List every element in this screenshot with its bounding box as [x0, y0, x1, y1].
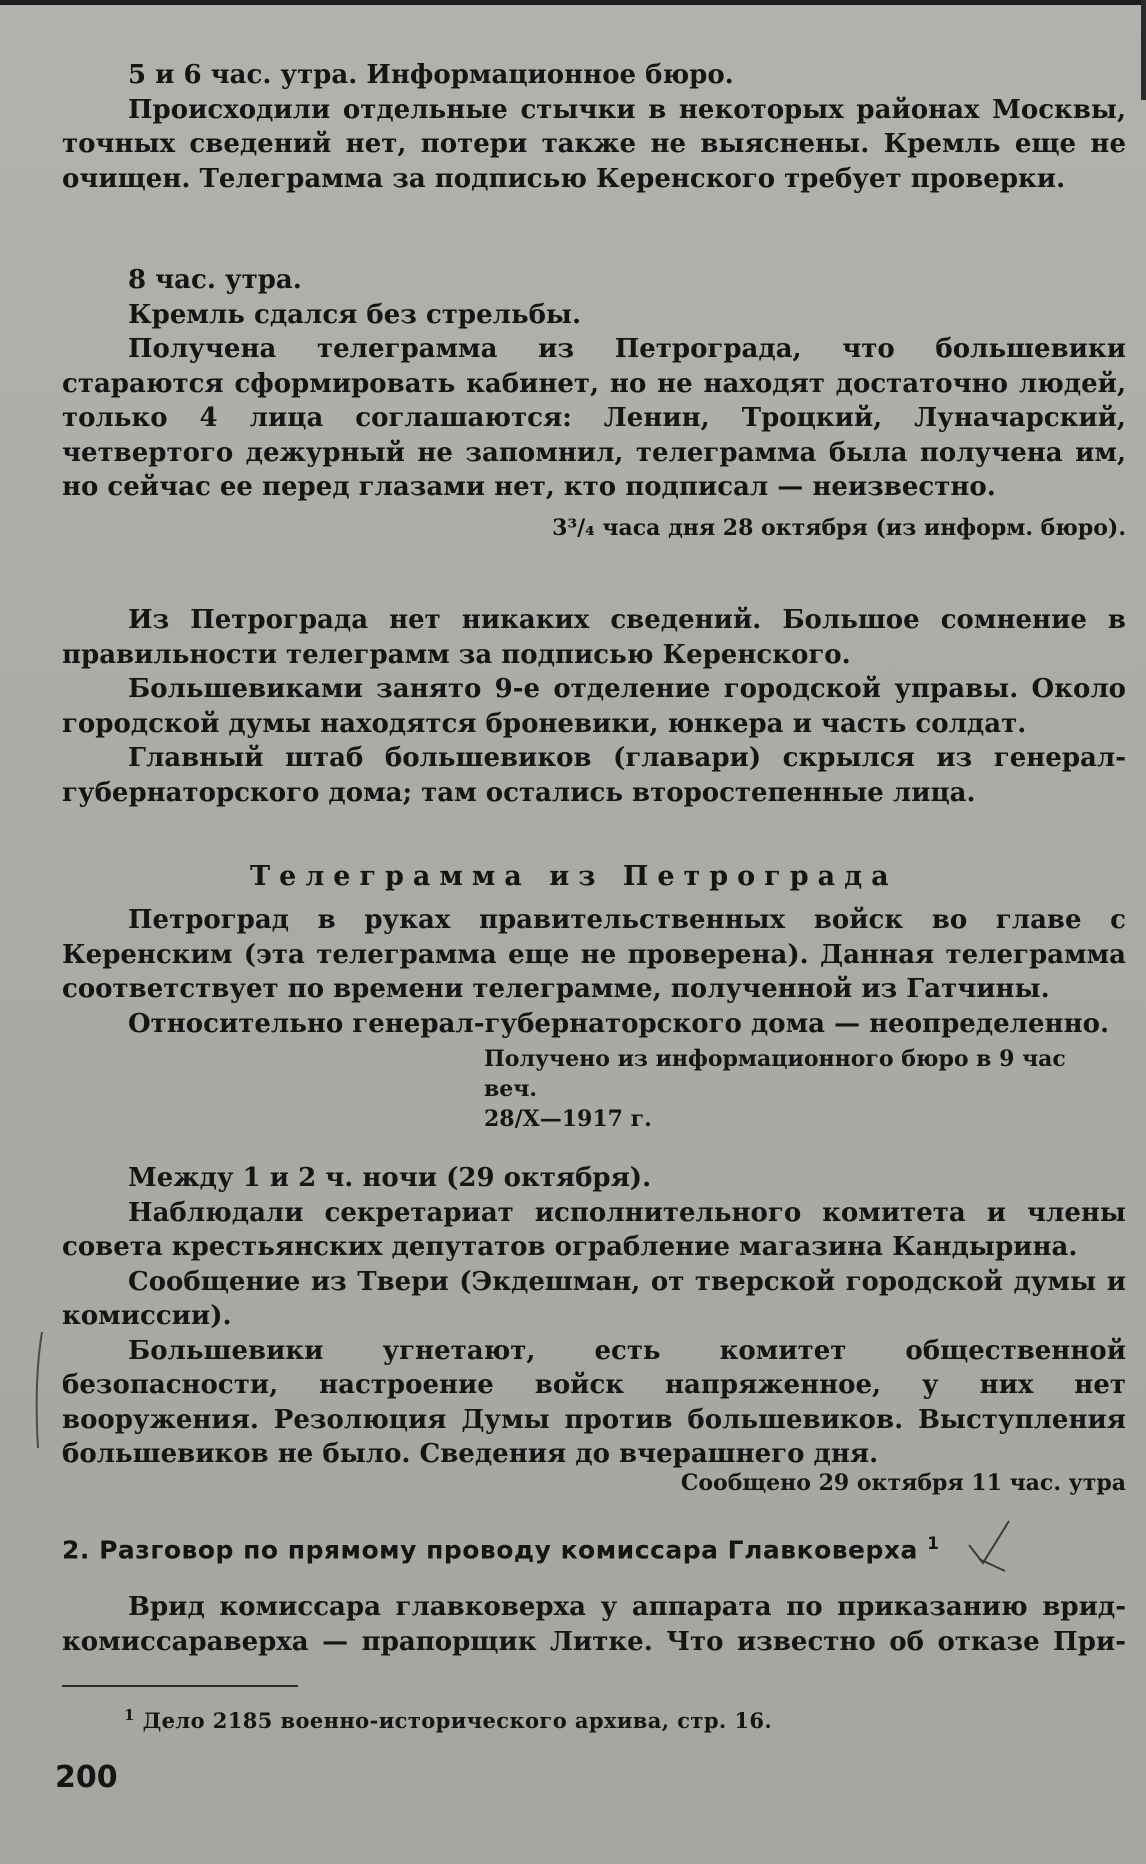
block-direct-wire	[62, 1590, 1126, 1659]
handwritten-margin-stroke	[28, 1330, 48, 1450]
paragraph: Получена телеграмма из Петрограда, что большевики стараются сформировать кабинет, но не находят достаточно людей, только 4 лица соглашаются: Ленин, Троцкий, Луначарский, четвертого дежурный не запомнил, телеграмма была получена им, но сейчас ее перед глазами нет, кто подписал — неизвестно.	[62, 334, 1126, 502]
section-title	[62, 1534, 939, 1564]
block-info-bureau-morning	[62, 58, 1126, 196]
paragraph: Большевики угнетают, есть комитет общественной безопасности, настроение войск напряженное, у них нет вооружения. Резолюция Думы против большевиков. Выступления большевиков не было. Сведения до вчерашнего дня.	[62, 1335, 1126, 1469]
source-note: 3³/₄ часа дня 28 октября (из информ. бюро).	[552, 515, 1126, 541]
right-edge	[1141, 0, 1146, 100]
section-heading: Телеграмма из Петрограда	[250, 861, 898, 892]
page-number: 200	[55, 1760, 118, 1795]
paragraph: 5 и 6 час. утра. Информационное бюро.	[128, 60, 734, 90]
paragraph: Сообщение из Твери (Экдешман, от тверской городской думы и комиссии).	[62, 1266, 1126, 1331]
source-line: Получено из информационного бюро в 9 час веч.	[484, 1046, 1066, 1102]
footnote-rule	[62, 1685, 298, 1687]
block-8-am	[62, 263, 1126, 505]
block-petrograd-telegram	[62, 903, 1126, 1041]
footnote-text: Дело 2185 военно-исторического архива, стр. 16.	[142, 1708, 773, 1733]
paragraph: Петроград в руках правительственных войск во главе с Керенским (эта телеграмма еще не проверена). Данная телеграмма соответствует по времени телеграмме, полученной из Гатчины.	[62, 905, 1126, 1004]
paragraph: Из Петрограда нет никаких сведений. Большое сомнение в правильности телеграмм за подписью Керенского.	[62, 605, 1126, 670]
block-no-news	[62, 603, 1126, 810]
paragraph: Между 1 и 2 ч. ночи (29 октября).	[128, 1163, 652, 1193]
paragraph: Главный штаб большевиков (главари) скрылся из генерал-губернаторского дома; там остались второстепенные лица.	[62, 743, 1126, 808]
block-night-29-oct	[62, 1161, 1126, 1472]
section-title-text: 2. Разговор по прямому проводу комиссара Главковерха	[62, 1535, 918, 1565]
paragraph: Наблюдали секретариат исполнительного комитета и члены совета крестьянских депутатов ограбление магазина Кандырина.	[62, 1197, 1126, 1262]
paragraph: Относительно генерал-губернаторского дома — неопределенно.	[128, 1008, 1109, 1039]
paragraph: Происходили отдельные стычки в некоторых районах Москвы, точных сведений нет, потери также не выяснены. Кремль еще не очищен. Телеграмма за подписью Керенского требует проверки.	[62, 94, 1126, 194]
source-line: 28/X—1917 г.	[484, 1106, 652, 1132]
paragraph: 8 час. утра.	[128, 265, 302, 295]
paragraph: Кремль сдался без стрельбы.	[128, 299, 582, 330]
footnote-ref: 1	[927, 1534, 940, 1554]
handwritten-check-mark	[965, 1515, 1015, 1575]
top-edge	[0, 0, 1146, 5]
footnote-number: 1	[124, 1706, 135, 1724]
footnote	[124, 1706, 772, 1733]
source-note	[0, 1044, 1100, 1134]
paragraph: Большевиками занято 9-е отделение городской управы. Около городской думы находятся броневики, юнкера и часть солдат.	[62, 674, 1126, 739]
source-note: Сообщено 29 октября 11 час. утра	[680, 1470, 1126, 1496]
paragraph: Врид комиссара главковерха у аппарата по приказанию врид-комиссараверха — прапорщик Литке. Что известно об отказе При-	[62, 1592, 1126, 1657]
